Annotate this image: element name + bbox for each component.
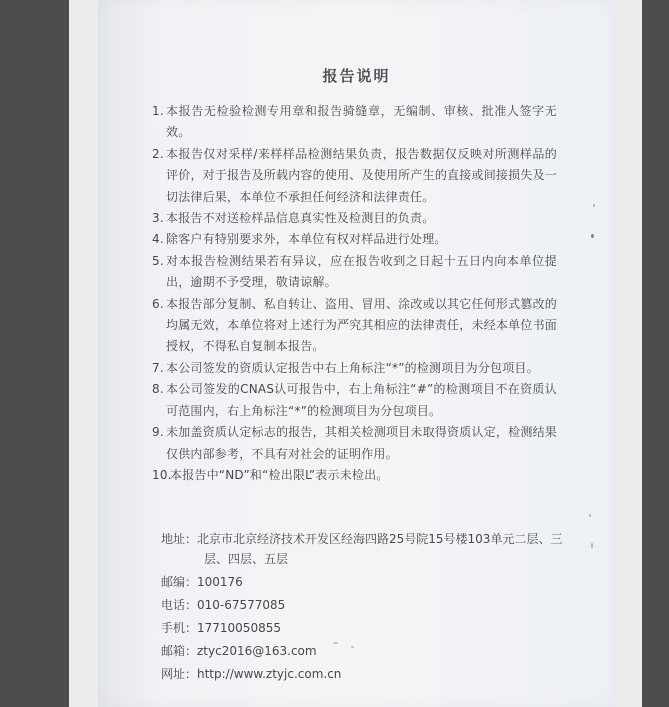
scan-speck xyxy=(333,642,338,644)
note-number: 6. xyxy=(152,296,164,311)
note-item xyxy=(152,251,557,294)
mobile-line: 手机：17710050855 xyxy=(161,621,281,635)
note-number: 7. xyxy=(152,360,164,375)
note-item xyxy=(152,101,557,144)
scan-speck xyxy=(591,234,594,238)
note-item xyxy=(152,229,557,250)
note-text: 本报告仅对采样/来样样品检测结果负责，报告数据仅反映对所测样品的评价，对于报告及所载内容的使用、及使用所产生的直接或间接损失及一切法律后果，本单位不承担任何经济和法律责任。 xyxy=(166,146,557,204)
scan-speck xyxy=(589,514,591,517)
note-item xyxy=(152,379,557,422)
address-line: 地址：北京市北京经济技术开发区经海四路25号院15号楼103单元二层、三层、四层、五层 xyxy=(161,532,563,566)
note-number: 2. xyxy=(152,146,164,161)
note-number: 3. xyxy=(152,211,164,226)
note-text: 本报告中“ND”和“检出限L”表示未检出。 xyxy=(170,467,389,482)
note-item xyxy=(152,144,557,208)
note-text: 本报告部分复制、私自转让、盗用、冒用、涂改或以其它任何形式篡改的均属无效，本单位将对上述行为严究其相应的法律责任，未经本单位书面授权，不得私自复制本报告。 xyxy=(166,296,557,354)
note-text: 本公司签发的资质认定报告中右上角标注“*”的检测项目为分包项目。 xyxy=(166,360,539,375)
phone-line: 电话：010-67577085 xyxy=(161,598,286,612)
report-notes-list xyxy=(152,101,557,486)
note-text: 对本报告检测结果若有异议，应在报告收到之日起十五日内向本单位提出，逾期不予受理，敬请谅解。 xyxy=(166,253,557,290)
note-text: 未加盖资质认定标志的报告，其相关检测项目未取得资质认定，检测结果仅供内部参考，不具有对社会的证明作用。 xyxy=(166,425,557,461)
note-number: 9. xyxy=(152,425,164,440)
note-text: 本报告不对送检样品信息真实性及检测目的负责。 xyxy=(166,211,435,226)
note-text: 本报告无检验检测专用章和报告骑缝章，无编制、审核、批准人签字无效。 xyxy=(166,104,557,140)
note-item xyxy=(152,422,557,465)
scan-speck xyxy=(593,204,595,207)
email-line: 邮箱：ztyc2016@163.com xyxy=(161,644,317,658)
note-number: 4. xyxy=(152,232,164,247)
note-item xyxy=(152,208,557,229)
note-item xyxy=(152,358,557,379)
scan-speck xyxy=(591,543,593,548)
website-line: 网址：http://www.ztyjc.com.cn xyxy=(161,667,342,681)
note-number: 5. xyxy=(152,253,164,268)
note-number: 8. xyxy=(152,382,164,397)
note-item xyxy=(152,294,557,358)
contact-block xyxy=(161,529,571,687)
note-number: 10. xyxy=(152,467,172,482)
note-item xyxy=(152,465,557,486)
note-text: 本公司签发的CNAS认可报告中，右上角标注“#”的检测项目不在资质认可范围内，右上角标注“*”的检测项目为分包项目。 xyxy=(166,382,557,418)
document-page xyxy=(69,0,642,707)
scan-speck xyxy=(351,646,354,648)
report-title: 报告说明 xyxy=(322,67,391,85)
note-number: 1. xyxy=(152,104,164,118)
postcode-line: 邮编：100176 xyxy=(161,575,243,589)
scanned-report-page xyxy=(98,0,615,707)
note-text: 除客户有特别要求外，本单位有权对样品进行处理。 xyxy=(166,232,447,247)
